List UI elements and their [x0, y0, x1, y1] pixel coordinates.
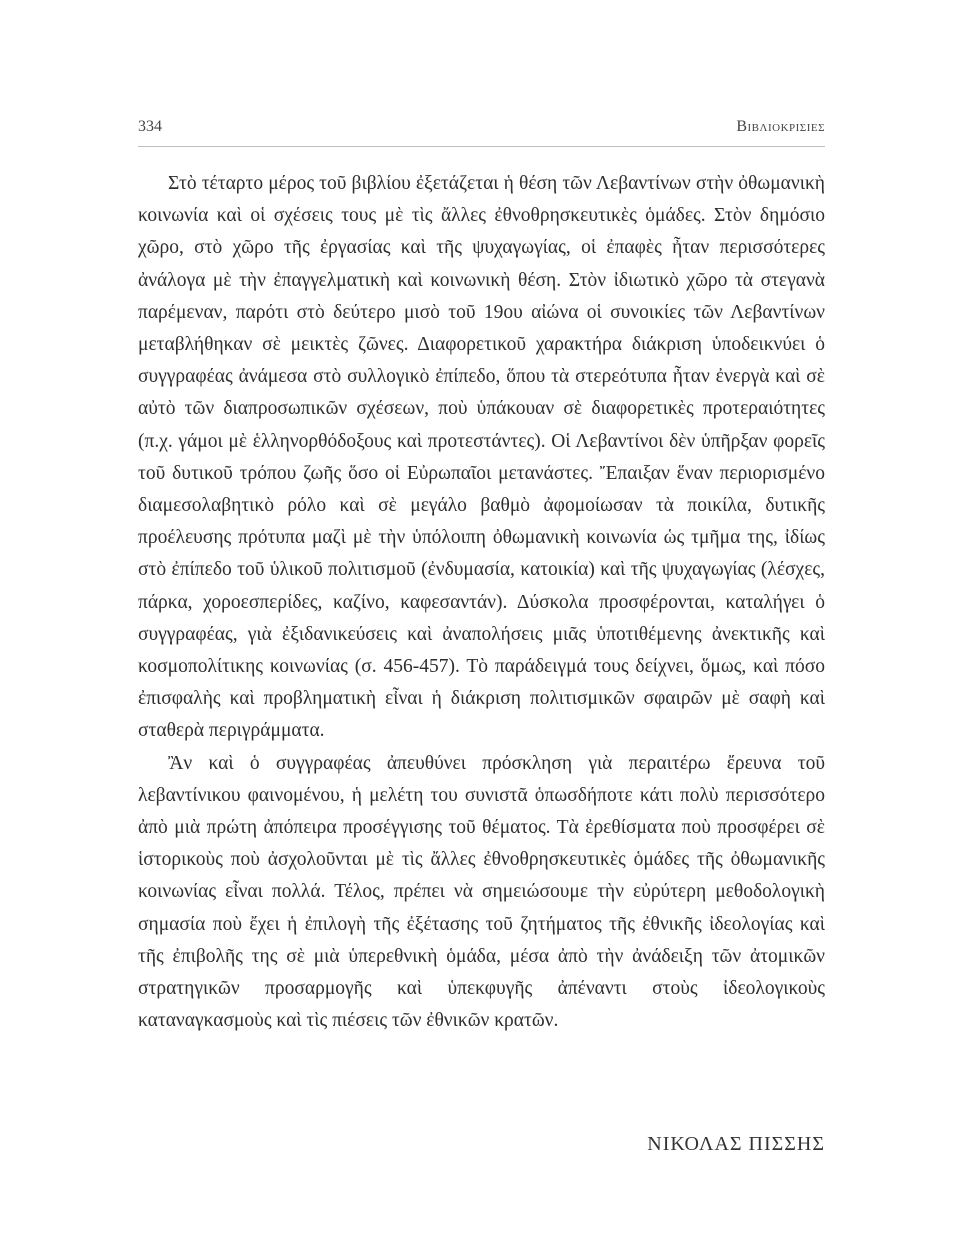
paragraph-1: Στὸ τέταρτο μέρος τοῦ βιβλίου ἐξετάζεται ἡ θέση τῶν Λεβαντίνων στὴν ὀθωμανικὴ κοινωνία καὶ οἱ σχέσεις τους μὲ τὶς ἄλλες ἐθνοθρησκευτικὲς ὁμάδες. Στὸν δημόσιο χῶρο, στὸ χῶρο τῆς ἐργασίας καὶ τῆς ψυχαγωγίας, οἱ ἐπαφὲς ἦταν περισσότερες ἀνάλογα μὲ τὴν ἐπαγγελματικὴ καὶ κοινωνικὴ θέση. Στὸν ἰδιωτικὸ χῶρο τὰ στεγανὰ παρέμεναν, παρότι στὸ δεύτερο μισὸ τοῦ 19ου αἰώνα οἱ συνοικίες τῶν Λεβαντίνων μεταβλήθηκαν σὲ μεικτὲς ζῶνες. Διαφορετικοῦ χαρακτήρα διάκριση ὑποδεικνύει ὁ συγγραφέας ἀνάμεσα στὸ συλλογικὸ ἐπίπεδο, ὅπου τὰ στερεότυπα ἦταν ἐνεργὰ καὶ σὲ αὐτὸ τῶν διαπροσωπικῶν σχέσεων, ποὺ ὑπάκουαν σὲ διαφορετικὲς προτεραιότητες (π.χ. γάμοι μὲ ἑλληνορθόδοξους καὶ προτεστάντες). Οἱ Λεβαντίνοι δὲν ὑπῆρξαν φορεῖς τοῦ δυτικοῦ τρόπου ζωῆς ὅσο οἱ Εὐρωπαῖοι μετανάστες. Ἔπαιξαν ἕναν περιορισμένο διαμεσολαβητικὸ ρόλο καὶ σὲ μεγάλο βαθμὸ ἀφομοίωσαν τὰ ποικίλα, δυτικῆς προέλευσης πρότυπα μαζὶ μὲ τὴν ὑπόλοιπη ὀθωμανικὴ κοινωνία ὡς τμῆμα της, ἰδίως στὸ ἐπίπεδο τοῦ ὑλικοῦ πολιτισμοῦ (ἐνδυμασία, κατοικία) καὶ τῆς ψυχαγωγίας (λέσχες, πάρκα, χοροεσπερίδες, καζίνο, καφεσαντάν). Δύσκολα προσφέρονται, καταλήγει ὁ συγγραφέας, γιὰ ἐξιδανικεύσεις καὶ ἀναπολήσεις μιᾶς ὑποτιθέμενης ἀνεκτικῆς καὶ κοσμοπολίτικης κοινωνίας (σ. 456-457). Τὸ παράδειγμά τους δείχνει, ὅμως, καὶ πόσο ἐπισφαλὴς καὶ προβληματικὴ εἶναι ἡ διάκριση πολιτισμικῶν σφαιρῶν μὲ σαφὴ καὶ σταθερὰ περιγράμματα.	[138, 173, 825, 742]
paragraph-2: Ἂν καὶ ὁ συγγραφέας ἀπευθύνει πρόσκληση γιὰ περαιτέρω ἔρευνα τοῦ λεβαντίνικου φαινομένου, ἡ μελέτη του συνιστᾶ ὁπωσδήποτε κάτι πολὺ περισσότερο ἀπὸ μιὰ πρώτη ἀπόπειρα προσέγγισης τοῦ θέματος. Τὰ ἐρεθίσματα ποὺ προσφέρει σὲ ἱστορικοὺς ποὺ ἀσχολοῦνται μὲ τὶς ἄλλες ἐθνοθρησκευτικὲς ὁμάδες τῆς ὀθωμανικῆς κοινωνίας εἶναι πολλά. Τέλος, πρέπει νὰ σημειώσουμε τὴν εὐρύτερη μεθοδολογικὴ σημασία ποὺ ἔχει ἡ ἐπιλογὴ τῆς ἐξέτασης τοῦ ζητήματος τῆς ἐθνικῆς ἰδεολογίας καὶ τῆς ἐπιβολῆς της σὲ μιὰ ὑπερεθνικὴ ὁμάδα, μέσα ἀπὸ τὴν ἀνάδειξη τῶν ἀτομικῶν στρατηγικῶν προσαρμογῆς καὶ ὑπεκφυγῆς ἀπέναντι στοὺς ἰδεολογικοὺς καταναγκασμοὺς καὶ τὶς πιέσεις τῶν ἐθνικῶν κρατῶν.	[138, 752, 825, 1032]
header-rule	[138, 146, 825, 147]
author-signature: ΝΙΚΟΛΑΣ ΠΙΣΣΗΣ	[647, 1133, 825, 1155]
running-head	[138, 118, 825, 142]
section-title: Βιβλιοκρισιες	[736, 118, 825, 135]
review-body	[138, 168, 825, 1037]
page-number: 334	[138, 118, 162, 135]
